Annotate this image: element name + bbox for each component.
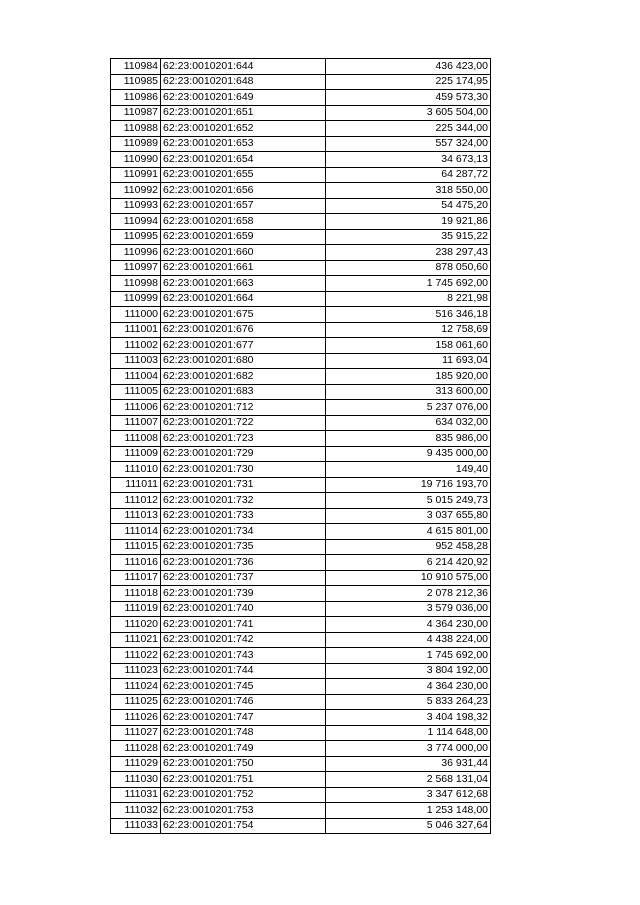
- row-number-cell: 111010: [111, 462, 161, 478]
- cadastral-number-cell: 62:23:0010201:743: [161, 648, 326, 664]
- cadastral-number-cell: 62:23:0010201:751: [161, 772, 326, 788]
- value-cell: 1 253 148,00: [326, 803, 491, 819]
- cadastral-number-cell: 62:23:0010201:664: [161, 291, 326, 307]
- value-cell: 35 915,22: [326, 229, 491, 245]
- table-row: [111, 772, 491, 788]
- row-number-cell: 111008: [111, 431, 161, 447]
- value-cell: 3 404 198,32: [326, 710, 491, 726]
- cadastral-number-cell: 62:23:0010201:735: [161, 539, 326, 555]
- cadastral-number-cell: 62:23:0010201:744: [161, 663, 326, 679]
- cadastral-number-cell: 62:23:0010201:680: [161, 353, 326, 369]
- value-cell: 19 716 193,70: [326, 477, 491, 493]
- cadastral-number-cell: 62:23:0010201:652: [161, 121, 326, 137]
- table-row: [111, 741, 491, 757]
- cadastral-number-cell: 62:23:0010201:649: [161, 90, 326, 106]
- table-row: [111, 462, 491, 478]
- cadastral-number-cell: 62:23:0010201:644: [161, 59, 326, 75]
- value-cell: 952 458,28: [326, 539, 491, 555]
- cadastral-number-cell: 62:23:0010201:730: [161, 462, 326, 478]
- row-number-cell: 111026: [111, 710, 161, 726]
- value-cell: 54 475,20: [326, 198, 491, 214]
- value-cell: 835 986,00: [326, 431, 491, 447]
- row-number-cell: 111015: [111, 539, 161, 555]
- value-cell: 158 061,60: [326, 338, 491, 354]
- value-cell: 1 745 692,00: [326, 276, 491, 292]
- row-number-cell: 111003: [111, 353, 161, 369]
- value-cell: 3 804 192,00: [326, 663, 491, 679]
- row-number-cell: 111023: [111, 663, 161, 679]
- table-row: [111, 353, 491, 369]
- table-row: [111, 756, 491, 772]
- table-row: [111, 245, 491, 261]
- value-cell: 5 015 249,73: [326, 493, 491, 509]
- cadastral-number-cell: 62:23:0010201:741: [161, 617, 326, 633]
- cadastral-number-cell: 62:23:0010201:737: [161, 570, 326, 586]
- value-cell: 10 910 575,00: [326, 570, 491, 586]
- table-row: [111, 90, 491, 106]
- table-row: [111, 493, 491, 509]
- cadastral-number-cell: 62:23:0010201:754: [161, 818, 326, 834]
- table-row: [111, 477, 491, 493]
- row-number-cell: 110998: [111, 276, 161, 292]
- table-row: [111, 725, 491, 741]
- table-row: [111, 167, 491, 183]
- table-row: [111, 121, 491, 137]
- value-cell: 2 078 212,36: [326, 586, 491, 602]
- cadastral-number-cell: 62:23:0010201:676: [161, 322, 326, 338]
- value-cell: 4 615 801,00: [326, 524, 491, 540]
- value-cell: 11 693,04: [326, 353, 491, 369]
- row-number-cell: 111024: [111, 679, 161, 695]
- table-row: [111, 710, 491, 726]
- cadastral-number-cell: 62:23:0010201:654: [161, 152, 326, 168]
- value-cell: 36 931,44: [326, 756, 491, 772]
- table-row: [111, 679, 491, 695]
- value-cell: 634 032,00: [326, 415, 491, 431]
- table-row: [111, 198, 491, 214]
- cadastral-number-cell: 62:23:0010201:675: [161, 307, 326, 323]
- row-number-cell: 110997: [111, 260, 161, 276]
- row-number-cell: 110995: [111, 229, 161, 245]
- value-cell: 2 568 131,04: [326, 772, 491, 788]
- row-number-cell: 111006: [111, 400, 161, 416]
- table-row: [111, 307, 491, 323]
- value-cell: 516 346,18: [326, 307, 491, 323]
- cadastral-number-cell: 62:23:0010201:736: [161, 555, 326, 571]
- table-row: [111, 617, 491, 633]
- cadastral-number-cell: 62:23:0010201:733: [161, 508, 326, 524]
- table-row: [111, 539, 491, 555]
- row-number-cell: 111019: [111, 601, 161, 617]
- value-cell: 238 297,43: [326, 245, 491, 261]
- value-cell: 557 324,00: [326, 136, 491, 152]
- cadastral-number-cell: 62:23:0010201:677: [161, 338, 326, 354]
- value-cell: 3 579 036,00: [326, 601, 491, 617]
- cadastral-number-cell: 62:23:0010201:660: [161, 245, 326, 261]
- cadastral-number-cell: 62:23:0010201:749: [161, 741, 326, 757]
- value-cell: 318 550,00: [326, 183, 491, 199]
- row-number-cell: 110992: [111, 183, 161, 199]
- row-number-cell: 110989: [111, 136, 161, 152]
- cadastral-number-cell: 62:23:0010201:712: [161, 400, 326, 416]
- value-cell: 225 174,95: [326, 74, 491, 90]
- table-row: [111, 446, 491, 462]
- cadastral-number-cell: 62:23:0010201:648: [161, 74, 326, 90]
- cadastral-number-cell: 62:23:0010201:747: [161, 710, 326, 726]
- cadastral-number-cell: 62:23:0010201:682: [161, 369, 326, 385]
- table-row: [111, 818, 491, 834]
- cadastral-value-table: [110, 58, 491, 834]
- cadastral-number-cell: 62:23:0010201:651: [161, 105, 326, 121]
- cadastral-number-cell: 62:23:0010201:655: [161, 167, 326, 183]
- table-row: [111, 214, 491, 230]
- cadastral-number-cell: 62:23:0010201:663: [161, 276, 326, 292]
- cadastral-number-cell: 62:23:0010201:722: [161, 415, 326, 431]
- value-cell: 459 573,30: [326, 90, 491, 106]
- value-cell: 1 745 692,00: [326, 648, 491, 664]
- cadastral-number-cell: 62:23:0010201:723: [161, 431, 326, 447]
- value-cell: 9 435 000,00: [326, 446, 491, 462]
- value-cell: 313 600,00: [326, 384, 491, 400]
- row-number-cell: 111029: [111, 756, 161, 772]
- cadastral-number-cell: 62:23:0010201:659: [161, 229, 326, 245]
- cadastral-number-cell: 62:23:0010201:752: [161, 787, 326, 803]
- row-number-cell: 111033: [111, 818, 161, 834]
- row-number-cell: 111004: [111, 369, 161, 385]
- row-number-cell: 111011: [111, 477, 161, 493]
- value-cell: 1 114 648,00: [326, 725, 491, 741]
- row-number-cell: 110996: [111, 245, 161, 261]
- value-cell: 4 438 224,00: [326, 632, 491, 648]
- row-number-cell: 111017: [111, 570, 161, 586]
- cadastral-number-cell: 62:23:0010201:753: [161, 803, 326, 819]
- cadastral-number-cell: 62:23:0010201:653: [161, 136, 326, 152]
- table-row: [111, 648, 491, 664]
- row-number-cell: 110988: [111, 121, 161, 137]
- value-cell: 19 921,86: [326, 214, 491, 230]
- cadastral-number-cell: 62:23:0010201:739: [161, 586, 326, 602]
- row-number-cell: 111012: [111, 493, 161, 509]
- value-cell: 4 364 230,00: [326, 679, 491, 695]
- value-cell: 3 037 655,80: [326, 508, 491, 524]
- table-row: [111, 59, 491, 75]
- row-number-cell: 110999: [111, 291, 161, 307]
- value-cell: 436 423,00: [326, 59, 491, 75]
- table-row: [111, 400, 491, 416]
- row-number-cell: 111001: [111, 322, 161, 338]
- row-number-cell: 110986: [111, 90, 161, 106]
- table-row: [111, 291, 491, 307]
- table-row: [111, 694, 491, 710]
- table-row: [111, 136, 491, 152]
- table-row: [111, 415, 491, 431]
- value-cell: 3 774 000,00: [326, 741, 491, 757]
- table-row: [111, 276, 491, 292]
- value-cell: 8 221,98: [326, 291, 491, 307]
- value-cell: 5 046 327,64: [326, 818, 491, 834]
- row-number-cell: 111005: [111, 384, 161, 400]
- table-row: [111, 431, 491, 447]
- table-row: [111, 803, 491, 819]
- cadastral-number-cell: 62:23:0010201:742: [161, 632, 326, 648]
- cadastral-number-cell: 62:23:0010201:729: [161, 446, 326, 462]
- value-cell: 185 920,00: [326, 369, 491, 385]
- table-body: [111, 59, 491, 834]
- value-cell: 4 364 230,00: [326, 617, 491, 633]
- table-row: [111, 586, 491, 602]
- row-number-cell: 111013: [111, 508, 161, 524]
- cadastral-number-cell: 62:23:0010201:750: [161, 756, 326, 772]
- table-row: [111, 663, 491, 679]
- value-cell: 34 673,13: [326, 152, 491, 168]
- row-number-cell: 111028: [111, 741, 161, 757]
- cadastral-number-cell: 62:23:0010201:656: [161, 183, 326, 199]
- cadastral-number-cell: 62:23:0010201:734: [161, 524, 326, 540]
- table-row: [111, 570, 491, 586]
- value-cell: 12 758,69: [326, 322, 491, 338]
- row-number-cell: 111032: [111, 803, 161, 819]
- table-row: [111, 338, 491, 354]
- table-row: [111, 152, 491, 168]
- row-number-cell: 111000: [111, 307, 161, 323]
- cadastral-number-cell: 62:23:0010201:746: [161, 694, 326, 710]
- value-cell: 64 287,72: [326, 167, 491, 183]
- cadastral-number-cell: 62:23:0010201:683: [161, 384, 326, 400]
- cadastral-number-cell: 62:23:0010201:748: [161, 725, 326, 741]
- row-number-cell: 110990: [111, 152, 161, 168]
- value-cell: 5 833 264,23: [326, 694, 491, 710]
- table-row: [111, 601, 491, 617]
- cadastral-number-cell: 62:23:0010201:657: [161, 198, 326, 214]
- cadastral-number-cell: 62:23:0010201:658: [161, 214, 326, 230]
- row-number-cell: 111030: [111, 772, 161, 788]
- row-number-cell: 110984: [111, 59, 161, 75]
- row-number-cell: 111025: [111, 694, 161, 710]
- table-row: [111, 384, 491, 400]
- table-row: [111, 524, 491, 540]
- value-cell: 6 214 420,92: [326, 555, 491, 571]
- table-row: [111, 74, 491, 90]
- value-cell: 5 237 076,00: [326, 400, 491, 416]
- row-number-cell: 110991: [111, 167, 161, 183]
- table-row: [111, 105, 491, 121]
- row-number-cell: 110994: [111, 214, 161, 230]
- table-row: [111, 369, 491, 385]
- cadastral-number-cell: 62:23:0010201:661: [161, 260, 326, 276]
- table-row: [111, 183, 491, 199]
- row-number-cell: 111022: [111, 648, 161, 664]
- row-number-cell: 111014: [111, 524, 161, 540]
- value-cell: 149,40: [326, 462, 491, 478]
- document-page: [110, 58, 491, 834]
- value-cell: 3 605 504,00: [326, 105, 491, 121]
- table-row: [111, 508, 491, 524]
- cadastral-number-cell: 62:23:0010201:731: [161, 477, 326, 493]
- row-number-cell: 111018: [111, 586, 161, 602]
- row-number-cell: 111007: [111, 415, 161, 431]
- row-number-cell: 111020: [111, 617, 161, 633]
- row-number-cell: 110985: [111, 74, 161, 90]
- row-number-cell: 111009: [111, 446, 161, 462]
- row-number-cell: 110987: [111, 105, 161, 121]
- row-number-cell: 111027: [111, 725, 161, 741]
- cadastral-number-cell: 62:23:0010201:732: [161, 493, 326, 509]
- table-row: [111, 229, 491, 245]
- value-cell: 225 344,00: [326, 121, 491, 137]
- table-row: [111, 260, 491, 276]
- row-number-cell: 110993: [111, 198, 161, 214]
- value-cell: 878 050,60: [326, 260, 491, 276]
- table-row: [111, 787, 491, 803]
- cadastral-number-cell: 62:23:0010201:740: [161, 601, 326, 617]
- row-number-cell: 111002: [111, 338, 161, 354]
- value-cell: 3 347 612,68: [326, 787, 491, 803]
- row-number-cell: 111016: [111, 555, 161, 571]
- row-number-cell: 111031: [111, 787, 161, 803]
- table-row: [111, 322, 491, 338]
- row-number-cell: 111021: [111, 632, 161, 648]
- cadastral-number-cell: 62:23:0010201:745: [161, 679, 326, 695]
- table-row: [111, 632, 491, 648]
- table-row: [111, 555, 491, 571]
